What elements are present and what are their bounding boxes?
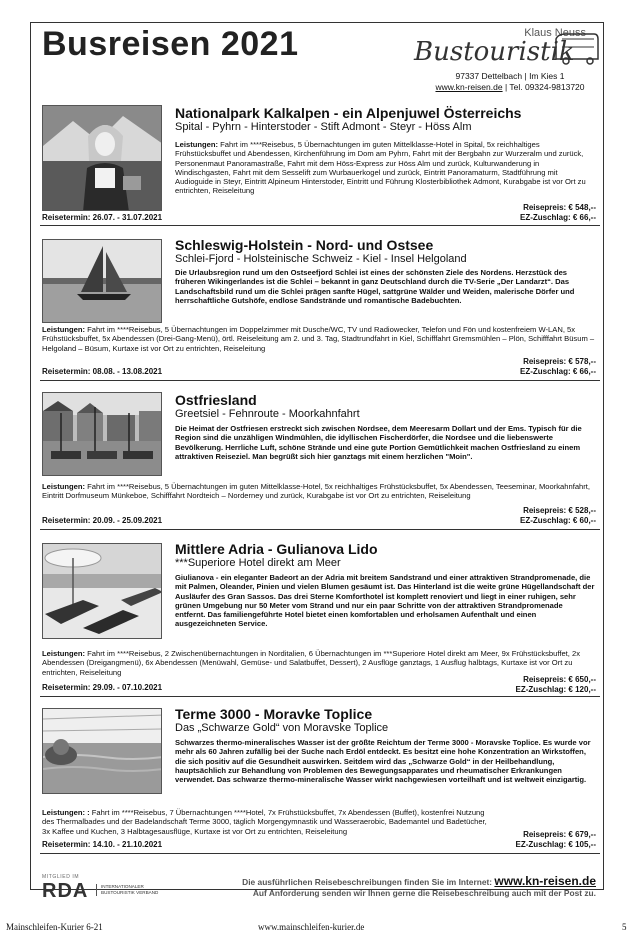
- bus-icon: [552, 31, 600, 67]
- price-text: Reisepreis: € 548,--: [523, 203, 596, 212]
- services-label: Leistungen:: [175, 140, 219, 149]
- rda-org-name: [96, 884, 158, 896]
- services-label: Leistungen:: [42, 649, 86, 658]
- trip-price: [520, 506, 596, 526]
- company-logo: [410, 27, 600, 71]
- trip-price: [516, 675, 596, 695]
- services-label: Leistungen:: [42, 482, 86, 491]
- footer-info-line-2: Auf Anforderung senden wir Ihnen gerne die Reisebeschreibung auch mit der Post zu.: [252, 888, 596, 898]
- trip-services: [175, 140, 595, 196]
- trip-subtitle: Greetsiel - Fehnroute - Moorkahnfahrt: [175, 408, 360, 420]
- trip-subtitle: Schlei-Fjord - Holsteinische Schweiz - Kiel - Insel Helgoland: [175, 253, 467, 265]
- trip-photo-sailboat: [42, 239, 162, 323]
- trip-title: Nationalpark Kalkalpen - ein Alpenjuwel Österreichs: [175, 105, 522, 121]
- trip-adria: [40, 535, 600, 697]
- page-footer-url[interactable]: www.mainschleifen-kurier.de: [258, 922, 365, 932]
- trip-title: Mittlere Adria - Gulianova Lido: [175, 541, 378, 557]
- price-text: Reisepreis: € 650,--: [523, 675, 596, 684]
- supplement-text: EZ-Zuschlag: € 66,--: [519, 367, 596, 376]
- trip-intro: Giulianova - ein eleganter Badeort an der Adria mit breitem Sandstrand und einer attraktiven Strandpromenade, die mit Palmen, Oleander, Pinien und vielen Blumen gesäumt ist. Das Hinterland ist die weite grüne Hügellandschaft der Ausläufer des Gran Sassos. Das drei Sterne Komforthotel ist komplett renoviert und liegt in einer ruhigen, sehr grünen Umgebung nur 50 Meter vom Strand und nur ein paar Schritte von der attraktiven Strandpromenade entfernt. Das familiengeführte Hotel bietet einen komfortablen und erholsamen Aufenthalt und einen ausgezeichneten Service.: [175, 573, 595, 629]
- supplement-text: EZ-Zuschlag: € 66,--: [519, 213, 596, 222]
- footer-info-line-1: [242, 876, 596, 888]
- price-text: Reisepreis: € 578,--: [523, 357, 596, 366]
- trip-schleswig-holstein: [40, 231, 600, 381]
- services-text: Fahrt im ****Reisebus, 5 Übernachtungen im guten Mittelklasse-Hotel in Spital, 5x reichhaltiges Frühstücksbuffet und Abendessen, Kirchenführung im Dom am Pyhrn, Fahrt mit der Bergbahn zur Wurzeralm und zurück, Personenmaut Panoramastraße, Fahrt mit dem Höss-Express zur Höss Alm und zurück, Kulturwanderung in Windischgasten, Fahrt mit dem Sesselift zum Wurbauerkogel und zurück, Eintritt Panoramaturm, Stadtführung mit Audioguide in Steyr, Eintritt Alpineum Hinterstoder, Eintritt und Führung Klosterbibliothek Admont, Kurabgabe ist vor Ort zu entrichten, Reiseleitung: [175, 140, 586, 196]
- trip-dates: Reisetermin: 29.09. - 07.10.2021: [42, 683, 163, 692]
- trip-dates: Reisetermin: 20.09. - 25.09.2021: [42, 516, 163, 525]
- trip-ostfriesland: [40, 386, 600, 530]
- brochure-footer: [40, 868, 600, 908]
- trip-intro: Schwarzes thermo-mineralisches Wasser ist der größte Reichtum der Terme 3000 - Moravske Toplice. Es wurde vor mehr als 60 Jahren zufällig bei der Suche nach Erdöl entdeckt. Es besitzt eine hohe Konzentration an Wirkstoffen, die sich positiv auf die Gesundheit auswirken. Seitdem wird das „Schwarze Gold“ in der Heilbehandlung, hauptsächlich zur Behandlung von Problemen des Bewegungsapparates und rheumatischer Erkrankungen verwendet. Das schwarze thermo-mineralische Wasser wirkt nachgewiesen vorteilhaft und ist weltweit einzigartig.: [175, 738, 591, 785]
- trip-photo-harbor: [42, 392, 162, 476]
- trip-price: [516, 830, 596, 850]
- services-text: Fahrt im ****Reisebus, 5 Übernachtungen im guten Mittelklasse-Hotel, 5x reichhaltiges Frühstücksbuffet, 5x Abendessen, Teeseminar, Moorkahnfahrt, Eintritt Dorfmuseum Münkeboe, Schifffahrt Nordteich – Norderney und zurück, Kurabgabe ist vor Ort zu entrichten, Reiseleitung: [42, 482, 591, 501]
- trip-subtitle: Spital - Pyhrn - Hinterstoder - Stift Admont - Steyr - Höss Alm: [175, 121, 472, 133]
- trip-photo-alpine-woman: [42, 105, 162, 211]
- logo-owner-name: Klaus Neuss: [524, 27, 586, 39]
- trip-services: [42, 325, 596, 353]
- footer-info: [242, 876, 596, 899]
- services-text: Fahrt im ****Reisebus, 2 Zwischenübernachtungen in Norditalien, 6 Übernachtungen im ***Superiore Hotel direkt am Meer, 9x Frühstücksbuffet, 2x Abendessen (Dreigangmenü), 6x Abendessen (Menüwahl, Gemüse- und Salatbuffet, Dessert), 2 Ausflüge ganztags, 1 Ausflug halbtags, Kurtaxe ist vor Ort zu entrichten, Reiseleitung: [42, 649, 581, 677]
- price-text: Reisepreis: € 528,--: [523, 506, 596, 515]
- trip-photo-beach: [42, 543, 162, 639]
- trip-title: Ostfriesland: [175, 392, 257, 408]
- trip-services: [42, 649, 596, 677]
- trip-title: Terme 3000 - Moravke Toplice: [175, 706, 373, 722]
- trip-price: [520, 203, 596, 223]
- contact-line: [420, 82, 600, 93]
- trip-intro: Die Heimat der Ostfriesen erstreckt sich zwischen Nordsee, dem Meeresarm Dollart und der Ems. Typisch für die Region sind die unzähligen Windmühlen, die idyllischen Fischerdörfer, die Nordsee und die liebenswerte Bevölkerung. Herrliche Luft, schöne Strände und eine gute Portion Gemütlichkeit machen Ostfriesland zu einem attraktiven Reiseziel. Man begrüßt sich hier ganztags mit einem herzlichen "Moin".: [175, 424, 582, 461]
- website-link[interactable]: www.kn-reisen.de: [435, 82, 503, 92]
- trip-terme-3000: [40, 702, 600, 854]
- services-label: Leistungen:: [42, 325, 86, 334]
- page-title: Busreisen 2021: [42, 25, 299, 63]
- trip-services: [42, 808, 496, 836]
- trip-photo-thermal-pool: [42, 708, 162, 794]
- trip-subtitle: ***Superiore Hotel direkt am Meer: [175, 557, 341, 569]
- trip-services: [42, 482, 596, 501]
- price-text: Reisepreis: € 679,--: [523, 830, 596, 839]
- header: [40, 25, 600, 97]
- website-link[interactable]: www.kn-reisen.de: [494, 874, 596, 888]
- services-text: Fahrt im ****Reisebus, 7 Übernachtungen ****Hotel, 7x Frühstücksbuffet, 7x Abendessen (Buffet), kostenfrei Nutzung des Thermalbades und der Badelandschaft Terme 3000, täglich Morgengymnastik und Wasseraerobic, Bademantel und Badetücher, 3x Kaffee und Kuchen, 3 Halbtagesausflüge, Kurtaxe ist vor Ort zu entrichten, Reiseleitung: [42, 808, 487, 836]
- trip-title: Schleswig-Holstein - Nord- und Ostsee: [175, 237, 434, 253]
- rda-org-line-2: BUSTOURISTIK VERBAND: [101, 890, 159, 895]
- logo-wordmark: Bustouristik: [414, 37, 575, 67]
- company-address: [420, 71, 600, 93]
- rda-member-label: MITGLIED IM: [42, 874, 80, 880]
- supplement-text: EZ-Zuschlag: € 60,--: [519, 516, 596, 525]
- rda-org-line-1: INTERNATIONALER: [101, 884, 144, 889]
- supplement-text: EZ-Zuschlag: € 105,--: [515, 840, 596, 849]
- info-prefix: Die ausführlichen Reisebeschreibungen finden Sie im Internet:: [242, 877, 495, 887]
- phone-text: | Tel. 09324-9813720: [502, 82, 585, 92]
- trip-subtitle: Das „Schwarze Gold“ von Moravske Toplice: [175, 722, 389, 734]
- page-footer-left: Mainschleifen-Kurier 6-21: [6, 922, 103, 932]
- trip-price: [520, 357, 596, 377]
- trip-intro: Die Urlaubsregion rund um den Ostseefjord Schlei ist eines der schönsten Ziele des Nordens. Herzstück des früheren Wikingerlandes ist die Schlei – bekannt in ganz Deutschland durch die TV-Serie „Der Landarzt“. Das Landschaftsbild rund um die Schlei prägen sanfte Hügel, sattgrüne Wälder und Weiden, malerische Dörfer und herrschaftliche Gutshöfe, endlose Sandstrände und romantische Badebuchten.: [175, 268, 575, 305]
- address-line: 97337 Dettelbach | Im Kies 1: [455, 71, 565, 81]
- trip-dates: Reisetermin: 14.10. - 21.10.2021: [42, 840, 163, 849]
- trip-dates: Reisetermin: 26.07. - 31.07.2021: [42, 213, 163, 222]
- services-label: Leistungen: :: [42, 808, 90, 817]
- trip-kalkalpen: [40, 99, 600, 226]
- rda-logo: RDA: [42, 880, 89, 902]
- trip-dates: Reisetermin: 08.08. - 13.08.2021: [42, 367, 163, 376]
- supplement-text: EZ-Zuschlag: € 120,--: [515, 685, 596, 694]
- page-number: 5: [622, 922, 627, 932]
- services-text: Fahrt im ****Reisebus, 5 Übernachtungen im Doppelzimmer mit Dusche/WC, TV und Radiowecker, Telefon und Fön und kostenfreiem W-LAN, 5x Frühstücksbuffet, 5x Abendessen (Drei-Gang-Menü), örtl. Reiseleitung am 2. und 3. Tag, Stadtrundfahrt in Kiel, Schifffahrt Gremsmühlen – Plön, Schifffahrt Büsum – Helgoland – Büsum, Kurtaxe ist vor Ort zu entrichten, Reiseleitung: [42, 325, 595, 353]
